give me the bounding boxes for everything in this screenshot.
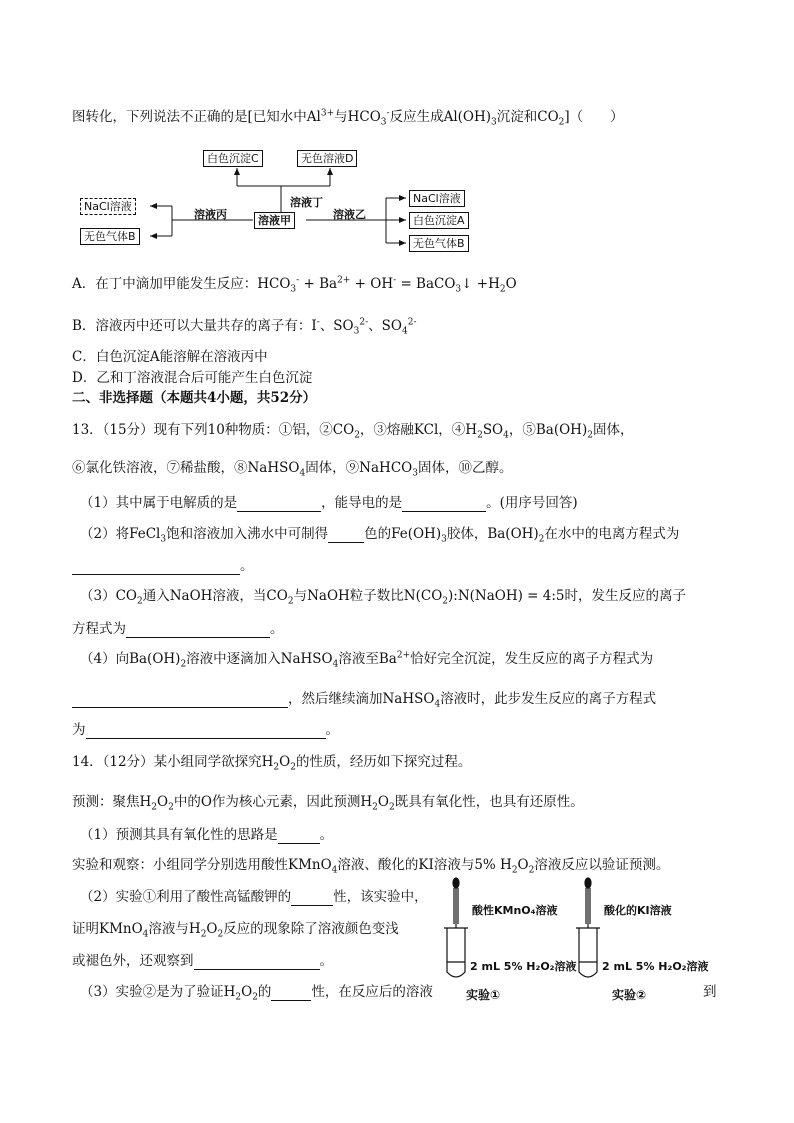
experiment2-caption: 实验② — [612, 988, 647, 1002]
answer-blank[interactable] — [72, 693, 288, 708]
diagram-connectors — [0, 0, 794, 260]
dropper1-label: 酸性KMnO₄溶液 — [472, 904, 558, 917]
q14-part2-line1: （2）实验①利用了酸性高锰酸钾的 性，该实验中， — [80, 889, 428, 905]
node-gas-b-left: 无色气体B — [80, 228, 140, 245]
node-gas-b-right: 无色气体B — [409, 235, 469, 252]
label-solution-yi: 溶液乙 — [333, 208, 366, 221]
section-heading: 二、非选择题（本题共4小题，共52分） — [72, 390, 317, 406]
q13-part3: $(3)CO_2$通入NaOH溶液，当$CO_2$与NaOH粒子数比$N(CO_2):N(NaOH)$ = 4:5时，发生反应的离子 — [80, 588, 686, 607]
node-nacl-right: NaCl溶液 — [409, 190, 465, 207]
option-c: C．白色沉淀A能溶解在溶液丙中 — [72, 349, 268, 365]
q14-part2-line3: 或褪色外，还观察到 。 — [72, 953, 333, 969]
q13-part4: （4）向$Ba(OH)_2$溶液中逐滴加入NaHSO$_4$溶液至$Ba^{2+}$恰好完全沉淀，发生反应的离子方程式为 — [80, 650, 654, 670]
q13-part2: （2）将FeCl$_3$饱和溶液加入沸水中可制得 色的$Fe(OH)_3$胶体，$Ba(OH)_2$在水中的电离方程式为 — [80, 526, 680, 545]
node-white-precipitate-c: 白色沉淀C — [203, 150, 263, 167]
tube1-label: 2 mL 5% H₂O₂溶液 — [470, 960, 577, 973]
experiment1-caption: 实验① — [466, 988, 501, 1002]
q13-part4-line3: 为 。 — [72, 722, 339, 738]
node-white-precipitate-a: 白色沉淀A — [409, 212, 469, 229]
option-b: B．溶液丙中还可以大量共存的离子有：I-、$SO_3^{2-}$、$SO_4^{2-}$ — [72, 317, 417, 337]
label-solution-bing: 溶液丙 — [194, 208, 227, 221]
q14-part1: （1）预测其具有氧化性的思路是 。 — [80, 827, 334, 843]
q13-line2: ⑥氯化铁溶液，⑦稀盐酸，⑧NaHSO$_4$固体，⑨NaHCO$_3$固体，⑩乙醇。 — [72, 460, 513, 479]
q13-part3-answer: 方程式为 。 — [72, 621, 284, 637]
dropper2-label: 酸化的KI溶液 — [604, 904, 672, 917]
option-d: D．乙和丁溶液混合后可能产生白色沉淀 — [72, 370, 313, 386]
answer-blank[interactable] — [402, 497, 486, 512]
node-solution-jia: 溶液甲 — [254, 212, 295, 229]
q13-part2-answer: 。 — [72, 557, 254, 575]
q14-part3: （3）实验②是为了验证$H_2O_2$的 性，在反应后的溶液 — [80, 984, 433, 1003]
node-colorless-solution-d: 无色溶液D — [297, 150, 357, 167]
q14-part2-line2: 证明KMnO$_4$溶液与$H_2O_2$反应的现象除了溶液颜色变浅 — [72, 921, 399, 940]
answer-blank[interactable] — [291, 891, 333, 906]
answer-blank[interactable] — [271, 986, 311, 1001]
q13-line1: 13．（15分）现有下列10种物质：①铝，$②CO_2$，③熔融KCl，$④H_2SO_4$，$⑤Ba(OH)_2$固体， — [72, 422, 634, 441]
option-a: A．在丁中滴加甲能发生反应：$HCO_3^- + Ba^{2+} + OH^-$ = BaCO$_3$↓ $+H_2O$ — [72, 275, 517, 295]
answer-blank[interactable] — [194, 955, 320, 970]
q14-line1: 14．（12分）某小组同学欲探究$H_2O_2$的性质，经历如下探究过程。 — [72, 754, 472, 773]
reaction-diagram — [0, 0, 794, 260]
answer-blank[interactable] — [237, 497, 321, 512]
answer-blank[interactable] — [328, 528, 364, 543]
answer-blank[interactable] — [126, 623, 270, 638]
q13-part1: （1）其中属于电解质的是 ，能导电的是 。(用序号回答) — [80, 495, 578, 511]
answer-blank[interactable] — [72, 560, 240, 575]
answer-blank[interactable] — [86, 724, 326, 739]
label-solution-ding: 溶液丁 — [290, 196, 323, 209]
answer-blank[interactable] — [278, 829, 320, 844]
q14-prediction: 预测：聚焦$H_2O_2$中的O作为核心元素，因此预测$H_2O_2$既具有氧化性，也具有还原性。 — [72, 794, 584, 813]
node-nacl-left: NaCl溶液 — [80, 198, 136, 215]
q14-part3-cut-text: 到 — [703, 984, 717, 1000]
question-intro: 图转化，下列说法不正确的是[已知水中$Al^{3+}$与$HCO_3^-$反应生成$Al(OH)_3$沉淀和$CO_2$]（ ） — [72, 108, 624, 128]
tube2-label: 2 mL 5% H₂O₂溶液 — [602, 960, 709, 973]
q14-experiment: 实验和观察：小组同学分别选用酸性KMnO$_4$溶液、酸化的KI溶液与5% $H_2O_2$溶液反应以验证预测。 — [72, 857, 670, 876]
q13-part4-line2: ，然后继续滴加NaHSO$_4$溶液时，此步发生反应的离子方程式 — [72, 690, 656, 708]
experiment-figure — [436, 876, 709, 1006]
